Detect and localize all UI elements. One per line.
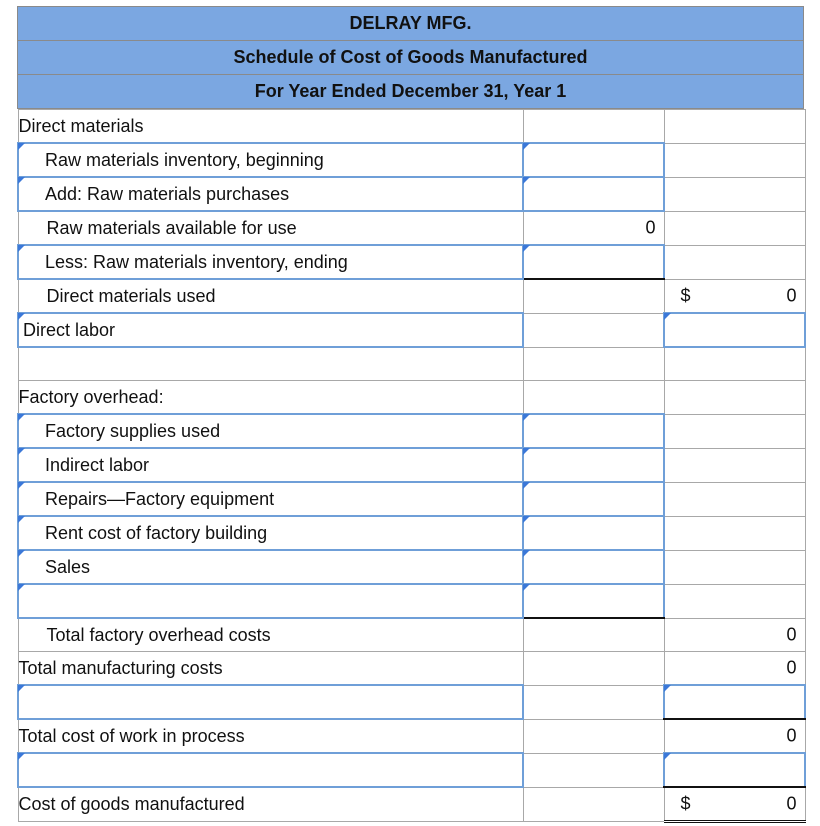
table-row <box>18 618 805 652</box>
amount-cell <box>664 584 805 618</box>
wip-beginning-label-input[interactable] <box>18 685 523 719</box>
rm-available-value: 0 <box>645 217 656 238</box>
blank-overhead-label-input[interactable] <box>18 584 523 618</box>
rm-beginning-label-input[interactable]: Raw materials inventory, beginning <box>18 143 523 177</box>
total-mfg-value: 0 <box>786 657 797 678</box>
cogm-schedule <box>17 6 804 823</box>
table-row <box>18 550 805 584</box>
rm-ending-amount-input[interactable] <box>523 245 664 279</box>
rm-purchases-amount-input[interactable] <box>523 177 664 211</box>
schedule-title: Schedule of Cost of Goods Manufactured <box>17 40 804 74</box>
rm-available-label: Raw materials available for use <box>18 211 523 245</box>
amount-cell <box>523 279 664 313</box>
amount-cell <box>523 719 664 753</box>
wip-ending-label-input[interactable] <box>18 753 523 787</box>
blank-overhead-amount-input[interactable] <box>523 584 664 618</box>
amount-cell <box>523 685 664 719</box>
table-row <box>18 719 805 753</box>
amount-cell <box>523 652 664 686</box>
total-wip-value: 0 <box>786 725 797 746</box>
amount-cell <box>523 313 664 347</box>
total-wip-label: Total cost of work in process <box>18 719 523 753</box>
cogm-value: 0 <box>786 793 797 814</box>
direct-materials-label: Direct materials <box>18 110 523 144</box>
wip-ending-amount-input[interactable] <box>664 753 805 787</box>
cogm-label: Cost of goods manufactured <box>18 787 523 822</box>
cogm-amount <box>664 787 805 822</box>
schedule-table <box>17 109 806 823</box>
table-row <box>18 143 805 177</box>
period-label: For Year Ended December 31, Year 1 <box>17 74 804 109</box>
table-row <box>18 753 805 787</box>
dm-used-label: Direct materials used <box>18 279 523 313</box>
sales-amount-input[interactable] <box>523 550 664 584</box>
repairs-amount-input[interactable] <box>523 482 664 516</box>
amount-cell <box>523 110 664 144</box>
table-row <box>18 313 805 347</box>
amount-cell <box>523 618 664 652</box>
supplies-label-input[interactable]: Factory supplies used <box>18 414 523 448</box>
table-row <box>18 279 805 313</box>
amount-cell <box>664 550 805 584</box>
amount-cell <box>664 448 805 482</box>
amount-cell <box>664 211 805 245</box>
amount-cell <box>664 143 805 177</box>
table-row <box>18 652 805 686</box>
table-row <box>18 448 805 482</box>
rm-available-amount <box>523 211 664 245</box>
rent-label-input[interactable]: Rent cost of factory building <box>18 516 523 550</box>
currency-symbol: $ <box>680 285 691 306</box>
direct-labor-amount-input[interactable] <box>664 313 805 347</box>
total-overhead-amount <box>664 618 805 652</box>
direct-labor-label-input[interactable]: Direct labor <box>18 313 523 347</box>
indirect-labor-amount-input[interactable] <box>523 448 664 482</box>
amount-cell <box>523 347 664 381</box>
dm-used-amount <box>664 279 805 313</box>
total-overhead-value: 0 <box>786 624 797 645</box>
amount-cell <box>664 482 805 516</box>
dm-used-value: 0 <box>786 285 797 306</box>
table-row <box>18 482 805 516</box>
rm-beginning-amount-input[interactable] <box>523 143 664 177</box>
total-mfg-amount <box>664 652 805 686</box>
amount-cell <box>523 381 664 415</box>
table-row <box>18 685 805 719</box>
wip-beginning-amount-input[interactable] <box>664 685 805 719</box>
supplies-amount-input[interactable] <box>523 414 664 448</box>
company-name: DELRAY MFG. <box>17 6 804 40</box>
table-row <box>18 177 805 211</box>
blank-cell <box>18 347 523 381</box>
amount-cell <box>664 347 805 381</box>
table-row <box>18 245 805 279</box>
table-row <box>18 787 805 822</box>
rm-purchases-label-input[interactable]: Add: Raw materials purchases <box>18 177 523 211</box>
table-row <box>18 110 805 144</box>
amount-cell <box>664 381 805 415</box>
currency-symbol: $ <box>680 793 691 814</box>
table-row <box>18 347 805 381</box>
amount-cell <box>664 110 805 144</box>
amount-cell <box>664 516 805 550</box>
repairs-label-input[interactable]: Repairs—Factory equipment <box>18 482 523 516</box>
table-row <box>18 381 805 415</box>
indirect-labor-label-input[interactable]: Indirect labor <box>18 448 523 482</box>
total-wip-amount <box>664 719 805 753</box>
rm-ending-label-input[interactable]: Less: Raw materials inventory, ending <box>18 245 523 279</box>
total-overhead-label: Total factory overhead costs <box>18 618 523 652</box>
table-row <box>18 584 805 618</box>
amount-cell <box>664 414 805 448</box>
sales-label-input[interactable]: Sales <box>18 550 523 584</box>
amount-cell <box>523 753 664 787</box>
total-mfg-label: Total manufacturing costs <box>18 652 523 686</box>
table-row <box>18 211 805 245</box>
rent-amount-input[interactable] <box>523 516 664 550</box>
table-row <box>18 414 805 448</box>
table-row <box>18 516 805 550</box>
amount-cell <box>523 787 664 822</box>
amount-cell <box>664 177 805 211</box>
factory-overhead-label: Factory overhead: <box>18 381 523 415</box>
amount-cell <box>664 245 805 279</box>
